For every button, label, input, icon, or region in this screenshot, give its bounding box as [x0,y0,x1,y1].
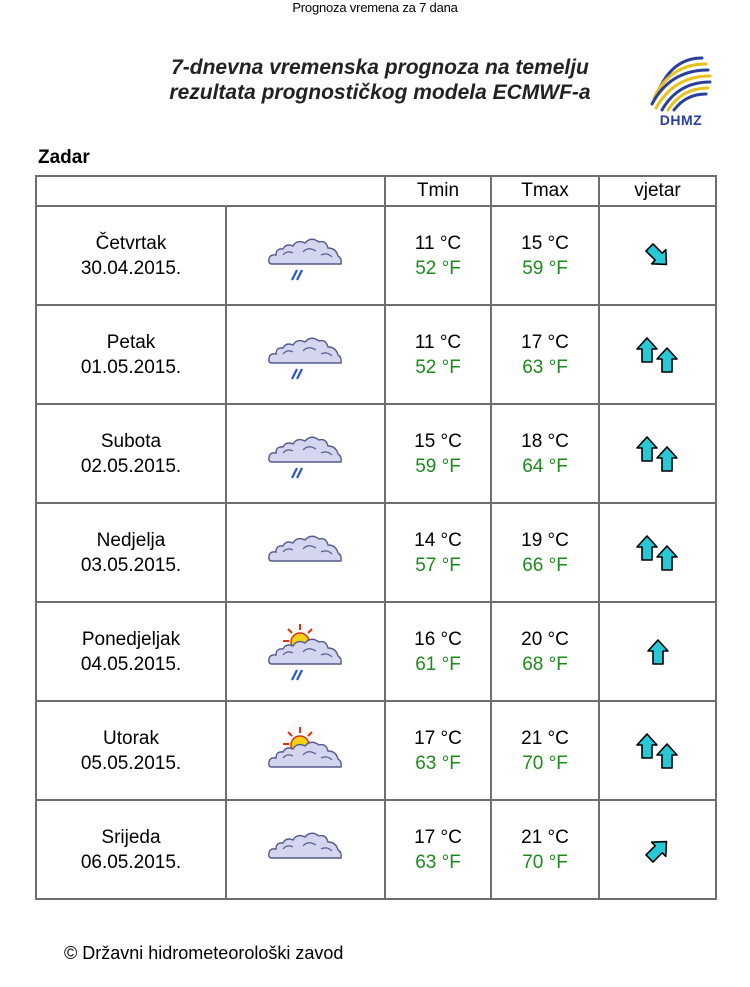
table-row [36,701,716,800]
day-name: Ponedjeljak [81,628,181,650]
tmax-cell [491,305,599,404]
day-name: Nedjelja [96,529,166,551]
tmin-celsius: 17 °C [414,826,462,848]
tmin-celsius: 14 °C [414,529,462,551]
day-name: Utorak [103,727,159,749]
page-caption: Prognoza vremena za 7 dana [292,0,458,15]
page-title [150,55,610,105]
day-cell [36,305,226,404]
weather-icon-cell [226,602,385,701]
tmin-cell [385,503,491,602]
tmax-cell [491,206,599,305]
dhmz-logo [644,52,718,132]
day-date: 03.05.2015. [80,554,182,576]
tmin-cell [385,404,491,503]
tmax-cell [491,800,599,899]
tmin-fahrenheit: 52 °F [415,257,461,279]
tmin-celsius: 17 °C [414,727,462,749]
tmax-fahrenheit: 68 °F [522,653,568,675]
tmin-celsius: 16 °C [414,628,462,650]
table-row [36,206,716,305]
weather-icon-cell [226,701,385,800]
day-date: 04.05.2015. [80,653,182,675]
header-empty-cell [36,176,385,206]
day-cell [36,404,226,503]
table-row [36,305,716,404]
forecast-table [35,175,717,900]
sun-cloud-icon [266,723,346,779]
tmin-fahrenheit: 59 °F [415,455,461,477]
day-cell [36,206,226,305]
column-header-tmax: Tmax [491,176,599,206]
cloud-rain-icon [266,426,346,482]
tmax-fahrenheit: 70 °F [522,752,568,774]
table-row [36,503,716,602]
tmin-fahrenheit: 63 °F [415,851,461,873]
double-arrow-up-icon [630,432,686,476]
day-cell [36,701,226,800]
day-date: 30.04.2015. [80,257,182,279]
day-date: 06.05.2015. [80,851,182,873]
arrow-up-icon [638,632,678,672]
day-name: Subota [100,430,162,452]
tmax-cell [491,701,599,800]
sun-cloud-rain-icon [266,620,346,684]
table-header-row [36,176,716,206]
day-name: Četvrtak [95,232,167,254]
tmin-fahrenheit: 52 °F [415,356,461,378]
tmin-fahrenheit: 61 °F [415,653,461,675]
day-cell [36,602,226,701]
day-date: 05.05.2015. [80,752,182,774]
tmin-fahrenheit: 63 °F [415,752,461,774]
tmax-fahrenheit: 70 °F [522,851,568,873]
dhmz-logo-graphic [644,52,718,112]
tmax-fahrenheit: 64 °F [522,455,568,477]
tmin-cell [385,800,491,899]
day-date: 02.05.2015. [80,455,182,477]
table-row [36,602,716,701]
tmin-cell [385,305,491,404]
tmax-fahrenheit: 59 °F [522,257,568,279]
column-header-tmin: Tmin [385,176,491,206]
cloud-rain-icon [266,228,346,284]
double-arrow-up-icon [630,333,686,377]
day-cell [36,800,226,899]
tmax-celsius: 17 °C [521,331,569,353]
wind-cell [599,701,716,800]
tmin-fahrenheit: 57 °F [415,554,461,576]
cloud-icon [266,525,346,581]
title-line-2: rezultata prognostičkog modela ECMWF-a [169,81,591,104]
weather-icon-cell [226,800,385,899]
wind-cell [599,602,716,701]
tmax-celsius: 21 °C [521,826,569,848]
column-header-wind: vjetar [599,176,716,206]
weather-icon-cell [226,206,385,305]
copyright-footer: © Državni hidrometeorološki zavod [64,943,344,963]
tmin-cell [385,206,491,305]
day-name: Srijeda [101,826,161,848]
arrow-down-right-icon [638,236,678,276]
logo-text: DHMZ [659,112,703,128]
wind-cell [599,503,716,602]
tmax-celsius: 19 °C [521,529,569,551]
tmin-cell [385,602,491,701]
weather-icon-cell [226,404,385,503]
tmax-celsius: 20 °C [521,628,569,650]
tmax-cell [491,404,599,503]
day-cell [36,503,226,602]
day-date: 01.05.2015. [80,356,182,378]
arrow-up-right-icon [638,830,678,870]
tmax-celsius: 21 °C [521,727,569,749]
table-row [36,800,716,899]
city-name: Zadar [38,147,90,168]
tmin-celsius: 11 °C [414,331,462,353]
tmax-fahrenheit: 66 °F [522,554,568,576]
weather-icon-cell [226,503,385,602]
tmax-fahrenheit: 63 °F [522,356,568,378]
title-line-1: 7-dnevna vremenska prognoza na temelju [171,56,589,79]
tmax-celsius: 15 °C [521,232,569,254]
tmax-cell [491,602,599,701]
cloud-rain-icon [266,327,346,383]
tmin-celsius: 11 °C [414,232,462,254]
tmax-cell [491,503,599,602]
tmin-celsius: 15 °C [414,430,462,452]
wind-cell [599,305,716,404]
wind-cell [599,206,716,305]
tmax-celsius: 18 °C [521,430,569,452]
wind-cell [599,404,716,503]
table-row [36,404,716,503]
double-arrow-up-icon [630,531,686,575]
double-arrow-up-icon [630,729,686,773]
wind-cell [599,800,716,899]
cloud-icon [266,822,346,878]
day-name: Petak [106,331,156,353]
weather-icon-cell [226,305,385,404]
tmin-cell [385,701,491,800]
